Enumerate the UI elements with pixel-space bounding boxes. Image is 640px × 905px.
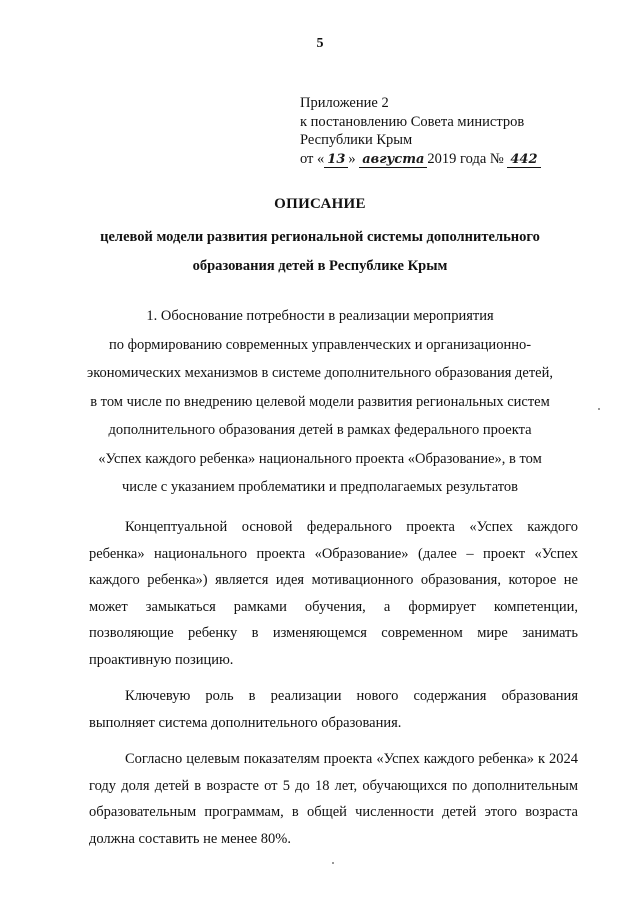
body-text [89, 514, 578, 862]
document-title: ОПИСАНИЕ [274, 196, 366, 212]
section-heading-line: экономических механизмов в системе дополнительного образования детей, [87, 365, 553, 381]
appendix-header [300, 94, 620, 169]
paragraph: Согласно целевым показателям проекта «Успех каждого ребенка» к 2024 году доля детей в возрасте от 5 до 18 лет, обучающихся по дополнительным образовательным программам, в общей численности детей этого возраста должна составить не менее 80%. [89, 751, 578, 847]
paragraph: Концептуальной основой федерального проекта «Успех каждого ребенка» национального проекта «Образование» (далее – проект «Успех каждого ребенка») является идея мотивационного образования, которое не может замыкаться рамками обучения, а формирует компетенции, позволяющие ребенку в изменяющемся современном мире занимать проактивную позицию. [89, 519, 578, 668]
section-heading-line: по формированию современных управленческих и организационно- [108, 336, 532, 353]
appendix-line-3: Республики Крым [300, 132, 413, 148]
date-year: 2019 года № [427, 150, 504, 167]
appendix-date-line [300, 150, 620, 170]
section-heading-line: в том числе по внедрению целевой модели развития региональных систем [90, 393, 550, 410]
paragraph: Ключевую роль в реализации нового содержания образования выполняет система дополнительного образования. [89, 688, 578, 731]
date-prefix: от « [300, 150, 325, 167]
section-heading-line: числе с указанием проблематики и предполагаемых результатов [121, 479, 519, 495]
handwritten-month: августа [359, 152, 427, 168]
section-heading-line: дополнительного образования детей в рамках федерального проекта [108, 422, 532, 438]
handwritten-number: 442 [507, 152, 540, 168]
section-heading [60, 302, 580, 502]
scan-speck [332, 862, 334, 864]
scan-speck [598, 408, 600, 410]
date-mid: » [348, 150, 356, 167]
appendix-line-2: к постановлению Совета министров [300, 113, 525, 130]
section-heading-line: «Успех каждого ребенка» национального проекта «Образование», в том [98, 450, 542, 467]
document-subtitle: целевой модели развития региональной системы дополнительного образования детей в Республике Крым [100, 229, 540, 274]
section-heading-line: 1. Обоснование потребности в реализации мероприятия [146, 308, 494, 324]
appendix-line-1: Приложение 2 [300, 95, 389, 111]
handwritten-day: 13 [324, 152, 348, 168]
page-number: 5 [316, 36, 324, 51]
